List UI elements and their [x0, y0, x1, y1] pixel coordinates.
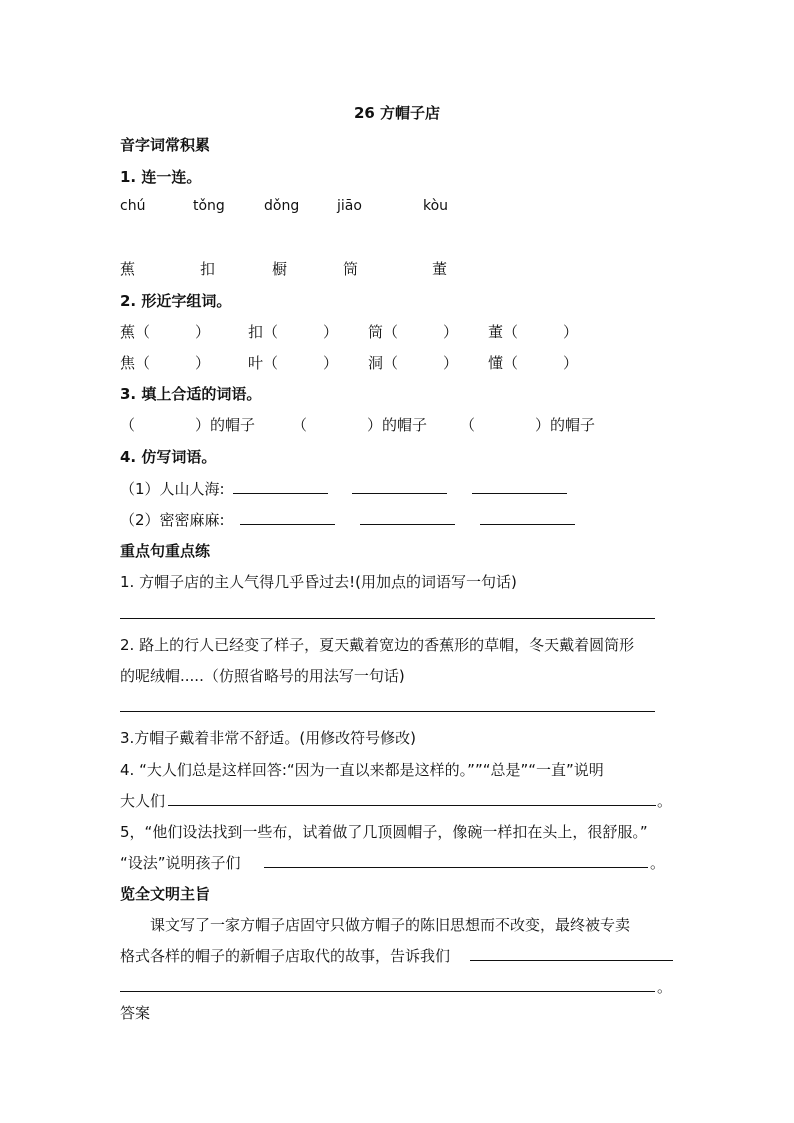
q2-item: 董（ ）: [488, 323, 579, 341]
char-2: 扣: [200, 260, 216, 278]
page-title: 26 方帽子店: [353, 104, 441, 122]
sentence-2-line1: 2. 路上的行人已经变了样子，夏天戴着宽边的香蕉形的草帽，冬天戴着圆筒形: [120, 636, 635, 654]
pinyin-2: tǒng: [193, 198, 225, 214]
char-4: 筒: [343, 260, 359, 278]
section-heading-sentences: 重点句重点练: [120, 542, 211, 560]
q2-item: 蕉（ ）: [120, 323, 211, 341]
section-heading-vocab: 音字词常积累: [120, 136, 211, 154]
answer-line: [472, 493, 567, 494]
pinyin-5: kòu: [423, 198, 449, 214]
theme-paragraph-line2: 格式各样的帽子的新帽子店取代的故事，告诉我们: [120, 947, 451, 965]
answer-line: [264, 867, 648, 868]
period: 。: [650, 854, 666, 872]
sentence-5-line1: 5，“他们设法找到一些布，试着做了几顶圆帽子，像碗一样扣在头上，很舒服。”: [120, 823, 648, 841]
char-1: 蕉: [120, 260, 136, 278]
pinyin-3: dǒng: [264, 198, 300, 214]
answer-line: [168, 805, 656, 806]
char-3: 橱: [272, 260, 288, 278]
answer-line: [470, 960, 673, 961]
q2-item: 筒（ ）: [368, 323, 459, 341]
q2-item: 扣（ ）: [248, 323, 339, 341]
answer-line: [240, 524, 335, 525]
answer-heading: 答案: [120, 1004, 151, 1022]
answer-line: [233, 493, 328, 494]
pinyin-4: jiāo: [337, 198, 362, 214]
answer-line: [352, 493, 447, 494]
q3-item: （ ）的帽子: [120, 416, 256, 434]
q1-label: 1. 连一连。: [120, 168, 202, 186]
answer-line: [120, 991, 655, 992]
theme-paragraph-line1: 课文写了一家方帽子店固守只做方帽子的陈旧思想而不改变，最终被专卖: [150, 916, 631, 934]
period: 。: [657, 978, 673, 996]
answer-line: [120, 618, 655, 619]
sentence-1: 1. 方帽子店的主人气得几乎昏过去!(用加点的词语写一句话): [120, 573, 517, 591]
sentence-3: 3.方帽子戴着非常不舒适。(用修改符号修改): [120, 729, 417, 747]
q2-item: 洞（ ）: [368, 354, 459, 372]
pinyin-1: chú: [120, 198, 146, 214]
q2-label: 2. 形近字组词。: [120, 292, 232, 310]
answer-line: [360, 524, 455, 525]
q4-line1-label: （1）人山人海:: [120, 480, 225, 498]
q3-item: （ ）的帽子: [292, 416, 428, 434]
period: 。: [657, 792, 673, 810]
q2-item: 焦（ ）: [120, 354, 211, 372]
answer-line: [120, 711, 655, 712]
char-5: 董: [432, 260, 448, 278]
q3-item: （ ）的帽子: [460, 416, 596, 434]
q2-item: 懂（ ）: [488, 354, 579, 372]
section-heading-theme: 览全文明主旨: [120, 885, 211, 903]
sentence-5-line2: “设法”说明孩子们: [120, 854, 241, 872]
sentence-4-line1: 4. “大人们总是这样回答:“因为一直以来都是这样的。””“总是”“一直”说明: [120, 761, 604, 779]
answer-line: [480, 524, 575, 525]
sentence-2-line2: 的呢绒帽.....（仿照省略号的用法写一句话): [120, 667, 405, 685]
q3-label: 3. 填上合适的词语。: [120, 385, 262, 403]
sentence-4-line2: 大人们: [120, 792, 166, 810]
q4-label: 4. 仿写词语。: [120, 448, 217, 466]
q2-item: 叶（ ）: [248, 354, 339, 372]
q4-line2-label: （2）密密麻麻:: [120, 511, 225, 529]
